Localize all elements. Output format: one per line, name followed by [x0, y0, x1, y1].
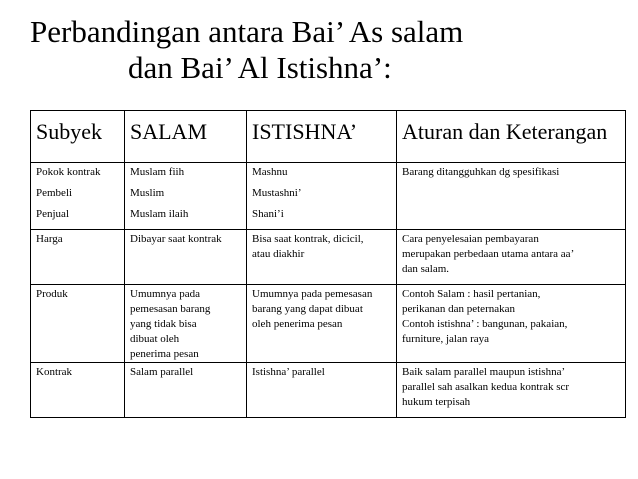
cell-line: Pembeli	[36, 187, 73, 199]
cell-line: Mashnu	[252, 166, 288, 178]
cell-aturan	[397, 163, 626, 230]
cell-line: Umumnya pada	[130, 288, 200, 300]
cell-line: hukum terpisah	[402, 396, 471, 408]
cell-line: Barang ditangguhkan dg spesifikasi	[402, 166, 560, 178]
cell-istishna	[247, 363, 397, 418]
cell-line: Pokok kontrak	[36, 166, 101, 178]
cell-line: furniture, jalan raya	[402, 333, 490, 345]
cell-salam	[125, 363, 247, 418]
table-row	[31, 163, 626, 230]
header-aturan: Aturan dan Keterangan	[397, 111, 626, 163]
cell-line: Mustashni’	[252, 187, 302, 199]
cell-line: Kontrak	[36, 366, 73, 378]
cell-line: Bisa saat kontrak, dicicil,	[252, 233, 364, 245]
cell-line: dibuat oleh	[130, 333, 180, 345]
cell-subyek	[31, 363, 125, 418]
cell-salam	[125, 163, 247, 230]
cell-line: Umumnya pada pemesasan	[252, 288, 373, 300]
comparison-table	[30, 110, 626, 418]
cell-salam	[125, 230, 247, 285]
cell-salam	[125, 285, 247, 363]
cell-line: yang tidak bisa	[130, 318, 197, 330]
cell-istishna	[247, 163, 397, 230]
table-row	[31, 230, 626, 285]
cell-line: Istishna’ parallel	[252, 366, 325, 378]
cell-aturan	[397, 230, 626, 285]
cell-line: Dibayar saat kontrak	[130, 233, 222, 245]
slide-title	[30, 14, 620, 86]
cell-line: Shani’i	[252, 208, 284, 220]
cell-line: perikanan dan peternakan	[402, 303, 515, 315]
cell-line: barang yang dapat dibuat	[252, 303, 363, 315]
cell-subyek	[31, 163, 125, 230]
cell-line: atau diakhir	[252, 248, 305, 260]
cell-line: Produk	[36, 288, 68, 300]
cell-line: Penjual	[36, 208, 69, 220]
cell-line: Harga	[36, 233, 63, 245]
cell-line: Muslam ilaih	[130, 208, 189, 220]
cell-line: parallel sah asalkan kedua kontrak scr	[402, 381, 570, 393]
cell-aturan	[397, 363, 626, 418]
cell-line: Muslim	[130, 187, 165, 199]
cell-line: pemesasan barang	[130, 303, 211, 315]
cell-line: oleh penerima pesan	[252, 318, 343, 330]
cell-line: Muslam fiih	[130, 166, 185, 178]
cell-line: Baik salam parallel maupun istishna’	[402, 366, 566, 378]
title-line-1: Perbandingan antara Bai’ As salam	[30, 14, 464, 49]
header-subyek: Subyek	[31, 111, 125, 163]
cell-line: Contoh Salam : hasil pertanian,	[402, 288, 541, 300]
title-line-2: dan Bai’ Al Istishna’:	[128, 50, 392, 85]
cell-line: penerima pesan	[130, 348, 199, 360]
cell-subyek	[31, 230, 125, 285]
cell-subyek	[31, 285, 125, 363]
cell-istishna	[247, 230, 397, 285]
cell-line: merupakan perbedaan utama antara aa’	[402, 248, 575, 260]
header-istishna: ISTISHNA’	[247, 111, 397, 163]
table-row	[31, 285, 626, 363]
cell-line: Contoh istishna’ : bangunan, pakaian,	[402, 318, 568, 330]
table-row	[31, 363, 626, 418]
cell-line: dan salam.	[402, 263, 450, 275]
cell-line: Salam parallel	[130, 366, 194, 378]
header-salam: SALAM	[125, 111, 247, 163]
cell-istishna	[247, 285, 397, 363]
cell-line: Cara penyelesaian pembayaran	[402, 233, 539, 245]
cell-aturan	[397, 285, 626, 363]
header-row	[31, 111, 626, 163]
